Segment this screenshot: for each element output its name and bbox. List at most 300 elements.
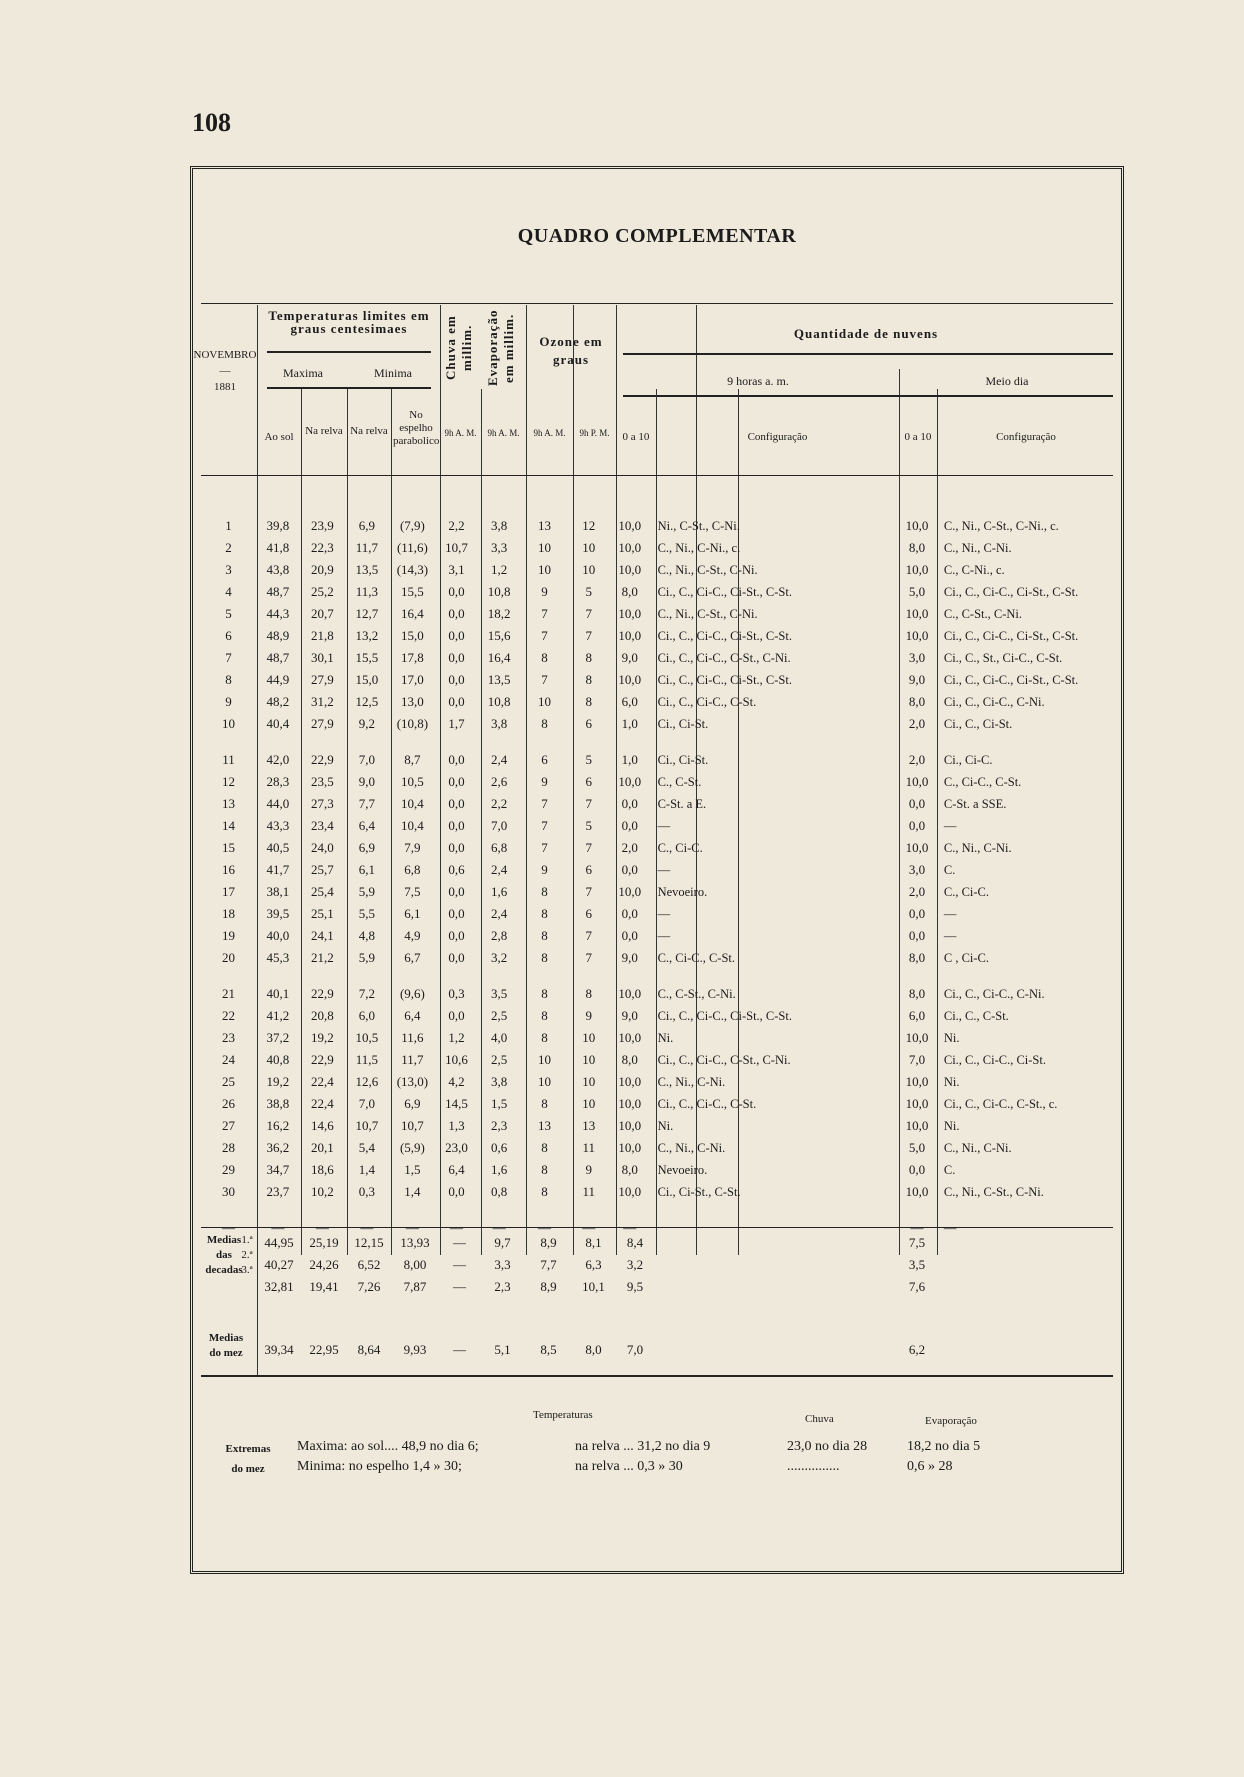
table-cell: 23,5 (310, 774, 334, 789)
table-cell: 6,9 (358, 518, 375, 533)
table-cell: 16,4 (401, 606, 424, 621)
table-cell: 41,8 (266, 540, 290, 555)
mean-spacer (201, 1339, 257, 1361)
mean-cell: 8,4 (626, 1235, 644, 1250)
table-cell: 25 (222, 1074, 236, 1089)
table-cell: Ni. (943, 1030, 960, 1045)
nine-header: 9 horas a. m. (727, 374, 789, 388)
table-cell: 0,0 (448, 584, 465, 599)
table-cell: 10,0 (905, 1074, 929, 1089)
table-cell: 22,4 (310, 1096, 334, 1111)
table-cell: 7 (585, 796, 593, 811)
table-cell: 15,5 (401, 584, 424, 599)
gap-row (201, 735, 1121, 749)
means-table (201, 1232, 936, 1298)
table-cell: 43,8 (266, 562, 290, 577)
table-cell: 8,0 (621, 584, 638, 599)
table-cell: 44,9 (266, 672, 290, 687)
table-cell: 22,9 (310, 752, 334, 767)
table-cell: (10,8) (396, 716, 429, 731)
col-9h-ozone: 9h A. M. (533, 428, 566, 438)
table-cell: 10,0 (905, 1030, 929, 1045)
extremes-max: Maxima: ao sol.... 48,9 no dia 6; (297, 1439, 479, 1454)
table-cell: 22,4 (310, 1074, 334, 1089)
table-cell: — (450, 1220, 464, 1235)
mean-cell: 3,3 (494, 1257, 511, 1272)
mean-spacer (201, 1276, 257, 1298)
evap-header: Evaporação em millim. (485, 309, 516, 387)
table-cell: 25,1 (310, 906, 334, 921)
table-row (201, 1027, 1121, 1049)
table-cell: 9,0 (621, 650, 638, 665)
table-row (201, 1049, 1121, 1071)
table-cell: 37,2 (266, 1030, 290, 1045)
noon-header: Meio dia (985, 374, 1029, 388)
table-cell: 10,7 (401, 1118, 424, 1133)
table-cell: 13 (537, 1118, 551, 1133)
table-cell: C., Ci-C., C-St. (657, 950, 736, 965)
table-cell: 9,0 (621, 1008, 638, 1023)
table-cell: 1,5 (404, 1162, 421, 1177)
table-cell: 27,3 (310, 796, 334, 811)
table-cell: 7 (585, 884, 593, 899)
table-cell: 0,0 (908, 928, 926, 943)
means-decade: 1.ª 2.ª 3.ª (241, 1234, 253, 1276)
col-0a10: 0 a 10 (622, 431, 650, 443)
table-cell: 22 (222, 1008, 236, 1023)
table-cell: 1,6 (490, 884, 508, 899)
table-cell: 21,8 (310, 628, 334, 643)
table-cell: 10,0 (618, 1096, 642, 1111)
table-cell: 10,0 (618, 606, 642, 621)
mean-cell: 8,9 (540, 1279, 557, 1294)
table-cell: C., C-St., C-Ni. (657, 986, 736, 1001)
mean-cell: 8,1 (585, 1235, 602, 1250)
table-cell: 39,5 (266, 906, 290, 921)
table-cell: 10,5 (355, 1030, 379, 1045)
mean-cell: 8,64 (357, 1342, 381, 1357)
table-row (201, 837, 1121, 859)
table-cell: 1,4 (404, 1184, 421, 1199)
table-cell: 40,0 (266, 928, 290, 943)
divider (201, 1227, 1113, 1228)
table-row (201, 815, 1121, 837)
table-cell: Ci., Ci-C. (943, 752, 993, 767)
means-label: Medias das decadas (205, 1234, 243, 1276)
extremes-evap-2: 0,6 » 28 (907, 1459, 953, 1474)
table-cell: 13,2 (355, 628, 379, 643)
table-cell: 1,0 (621, 716, 638, 731)
table-cell: 3,8 (490, 1074, 508, 1089)
table-row (201, 691, 1121, 713)
table-cell: — (405, 1220, 419, 1235)
table-cell: 0,0 (448, 628, 465, 643)
table-cell: 24,1 (310, 928, 334, 943)
mean-cell: 9,93 (403, 1342, 427, 1357)
table-cell: 6 (541, 752, 548, 767)
month-label: NOVEMBRO (193, 349, 257, 361)
year-label: 1881 (214, 381, 236, 393)
table-cell: Ci., C., Ci-C., Ci-St. (943, 1052, 1046, 1067)
table-cell: 7 (541, 840, 548, 855)
table-cell: 2,4 (490, 752, 508, 767)
table-cell: 15,5 (355, 650, 379, 665)
table-cell: — (492, 1220, 506, 1235)
table-cell: 24 (222, 1052, 236, 1067)
table-cell: C., Ni., C-Ni. (943, 1140, 1012, 1155)
col-na-relva: Na relva (305, 425, 343, 437)
mean-cell: 2,3 (494, 1279, 511, 1294)
extremes-min: Minima: no espelho 1,4 » 30; (297, 1459, 462, 1474)
table-cell: 5,0 (908, 584, 926, 599)
table-cell: 8 (585, 986, 593, 1001)
table-cell: — (623, 1220, 637, 1235)
table-cell: 3,1 (448, 562, 465, 577)
table-cell: 6 (585, 716, 593, 731)
table-cell: 10 (537, 694, 551, 709)
table-cell: 12,7 (355, 606, 379, 621)
mean-cell: 22,95 (309, 1342, 339, 1357)
table-cell: — (657, 862, 671, 877)
table-cell: 11,7 (401, 1052, 424, 1067)
table-cell: 0,0 (448, 752, 465, 767)
table-cell: C., C-St. (657, 774, 702, 789)
mean-cell: 7,26 (357, 1279, 381, 1294)
table-cell: 10,4 (401, 796, 424, 811)
mean-row (201, 1232, 936, 1254)
table-cell: 38,8 (266, 1096, 290, 1111)
mean-row (201, 1276, 936, 1298)
table-cell: 7,9 (404, 840, 421, 855)
table-cell: 22,9 (310, 986, 334, 1001)
table-cell: 48,7 (266, 650, 290, 665)
extremes-temp-header: Temperaturas (533, 1409, 593, 1421)
table-cell: 15,0 (401, 628, 424, 643)
table-cell: 2,3 (490, 1118, 508, 1133)
table-cell: 20,9 (310, 562, 334, 577)
table-cell: 8,0 (908, 540, 926, 555)
table-cell: 29 (222, 1162, 236, 1177)
table-cell: 10,0 (618, 562, 642, 577)
table-cell: 10,0 (618, 1140, 642, 1155)
table-cell: 10 (582, 1074, 596, 1089)
table-cell: 10,0 (905, 774, 929, 789)
table-cell: 4 (225, 584, 232, 599)
col-9h-evap: 9h A. M. (487, 428, 520, 438)
table-cell: 14,5 (445, 1096, 468, 1111)
table-cell: 6,8 (490, 840, 508, 855)
col-config: Configuração (747, 431, 808, 443)
mean-cell: 3,2 (626, 1257, 644, 1272)
table-cell: 4,2 (448, 1074, 465, 1089)
table-cell: 0,0 (448, 796, 465, 811)
table-cell: Ci., C., Ci-C., C-Ni. (943, 694, 1045, 709)
table-cell: C., Ni., C-Ni. (943, 840, 1012, 855)
table-cell: Ni. (657, 1030, 674, 1045)
table-cell: Ci., C., Ci-C., Ci-St., C-St. (657, 1008, 792, 1023)
table-cell: 10,0 (905, 628, 929, 643)
extremes-rain-header: Chuva (805, 1413, 834, 1425)
table-cell: 10 (582, 1096, 596, 1111)
table-row (201, 1159, 1121, 1181)
table-cell: 3,8 (490, 716, 508, 731)
table-cell: 8,0 (908, 986, 926, 1001)
month-mean-table (201, 1339, 936, 1361)
table-cell: 10 (582, 562, 596, 577)
table-cell: 0,6 (448, 862, 465, 877)
table-cell: 14,6 (310, 1118, 334, 1133)
col-na-relva-min: Na relva (350, 425, 388, 437)
table-cell: — (315, 1220, 329, 1235)
table-cell: 10 (537, 1052, 551, 1067)
table-cell: 10,8 (487, 694, 511, 709)
table-cell: C., Ni., C-Ni. (657, 1140, 726, 1155)
table-cell: 15,0 (355, 672, 379, 687)
table-cell: 28 (222, 1140, 236, 1155)
table-cell: 10,0 (618, 986, 642, 1001)
table-row (201, 1093, 1121, 1115)
table-cell: 27 (222, 1118, 236, 1133)
table-cell: — (657, 818, 671, 833)
table-cell: 43,3 (266, 818, 290, 833)
extremes-evap-header: Evaporação (925, 1415, 977, 1427)
table-cell: 4,9 (404, 928, 421, 943)
table-cell: 7 (541, 672, 548, 687)
table-cell: 40,8 (266, 1052, 290, 1067)
table-cell: Ci., C., C-St. (943, 1008, 1009, 1023)
table-cell: 27,9 (310, 716, 334, 731)
rule (623, 353, 1113, 355)
table-cell: 6,8 (404, 862, 421, 877)
table-cell: 23,9 (310, 518, 334, 533)
table-cell: 7 (541, 606, 548, 621)
table-cell: 8,0 (908, 950, 926, 965)
table-row (201, 669, 1121, 691)
table-cell: — (943, 928, 957, 943)
table-cell: 12 (582, 518, 596, 533)
table-cell: 16,4 (487, 650, 511, 665)
table-cell: Nevoeiro. (657, 884, 708, 899)
divider (201, 475, 1113, 476)
table-cell: 36,2 (266, 1140, 290, 1155)
col-ao-sol: Ao sol (264, 431, 294, 443)
table-cell: 8,0 (908, 694, 926, 709)
table-cell: 30 (222, 1184, 236, 1199)
table-row (201, 947, 1121, 969)
table-cell: 2,4 (490, 862, 508, 877)
table-cell: 10,0 (618, 1030, 642, 1045)
table-cell: 7 (541, 628, 548, 643)
table-cell: 0,0 (448, 928, 465, 943)
extremes-min-relva: na relva ... 0,3 » 30 (575, 1459, 683, 1474)
table-cell: 10,0 (905, 840, 929, 855)
table-cell: 44,0 (266, 796, 290, 811)
table-cell: 2 (225, 540, 232, 555)
table-cell: Ci., C., Ci-C., C-St., C-Ni. (657, 650, 791, 665)
table-cell: 28,3 (266, 774, 290, 789)
mean-cell: — (453, 1235, 466, 1250)
table-cell: 11,3 (355, 584, 378, 599)
table-row (201, 881, 1121, 903)
mean-cell: 12,15 (354, 1235, 384, 1250)
table-cell: Ci., C., Ci-C., C-St., c. (943, 1096, 1058, 1111)
mean-cell: 10,1 (582, 1279, 605, 1294)
table-cell: 13,0 (401, 694, 424, 709)
table-cell: — (943, 906, 957, 921)
table-cell: 10,0 (618, 518, 642, 533)
mean-cell: — (453, 1279, 466, 1294)
col-9h-rain: 9h A. M. (444, 428, 477, 438)
mean-cell: 9,7 (494, 1235, 511, 1250)
table-cell: 9,0 (621, 950, 638, 965)
table-cell: 9 (225, 694, 232, 709)
month-mean-row (201, 1339, 936, 1361)
table-cell: 12,5 (355, 694, 379, 709)
table-cell: 6 (585, 906, 593, 921)
table-cell: Ci., C., St., Ci-C., C-St. (943, 650, 1063, 665)
table-row (201, 749, 1121, 771)
table-cell: 0,0 (621, 796, 638, 811)
table-row (201, 581, 1121, 603)
table-cell: 20,1 (310, 1140, 334, 1155)
table-cell: 3 (225, 562, 232, 577)
table-cell: 1,2 (448, 1030, 465, 1045)
table-cell: 10,0 (618, 672, 642, 687)
table-cell: 0,0 (908, 818, 926, 833)
table-cell: 23,4 (310, 818, 334, 833)
table-cell: 7 (541, 796, 548, 811)
temp-header: Temperaturas limites em graus centesimaes (268, 308, 430, 336)
table-cell: 39,8 (266, 518, 290, 533)
table-cell: 6,9 (404, 1096, 421, 1111)
table-cell: (5,9) (399, 1140, 425, 1155)
table-cell: 19,2 (310, 1030, 334, 1045)
table-cell: C-St. a SSE. (943, 796, 1007, 811)
table-cell: C , Ci-C. (943, 950, 990, 965)
table-cell: 6,4 (358, 818, 375, 833)
extremes-evap-1: 18,2 no dia 5 (907, 1439, 981, 1454)
table-cell: 10 (582, 1030, 596, 1045)
table-cell: 16,2 (266, 1118, 290, 1133)
table-cell: 25,7 (310, 862, 334, 877)
mean-cell (655, 1254, 898, 1276)
gap-row (201, 1203, 1121, 1217)
table-cell: 0,0 (448, 606, 465, 621)
mean-cell: 32,81 (264, 1279, 294, 1294)
table-cell: 0,6 (490, 1140, 508, 1155)
rule (267, 387, 431, 389)
table-cell: 20,8 (310, 1008, 334, 1023)
table-cell: 26 (222, 1096, 236, 1111)
mean-cell: 40,27 (264, 1257, 294, 1272)
table-cell: 6,7 (404, 950, 421, 965)
table-row (201, 903, 1121, 925)
table-cell: 18,2 (487, 606, 511, 621)
table-cell: 3,5 (490, 986, 508, 1001)
mean-cell: — (453, 1342, 466, 1357)
table-cell: 0,0 (621, 818, 638, 833)
table-cell: 2,8 (490, 928, 508, 943)
table-cell: 10,7 (445, 540, 468, 555)
table-cell: 10 (582, 1052, 596, 1067)
table-cell: 8 (225, 672, 232, 687)
table-cell: 19,2 (266, 1074, 290, 1089)
mean-spacer (201, 1232, 257, 1254)
table-cell: 9,0 (358, 774, 375, 789)
table-cell: Ci., C., Ci-C., Ci-St., C-St. (943, 584, 1079, 599)
table-cell: 12,6 (355, 1074, 379, 1089)
table-cell: 5 (585, 818, 593, 833)
table-cell: 2,0 (908, 752, 926, 767)
table-cell: 19 (222, 928, 236, 943)
table-cell: 0,0 (448, 884, 465, 899)
mean-cell (655, 1232, 898, 1254)
mean-cell: 8,5 (540, 1342, 557, 1357)
table-cell: 0,0 (448, 694, 465, 709)
mean-cell: 39,34 (264, 1342, 294, 1357)
table-cell: 1,7 (448, 716, 465, 731)
mean-cell: 5,1 (494, 1342, 511, 1357)
table-row (201, 793, 1121, 815)
table-cell: 10,0 (905, 1184, 929, 1199)
table-row (201, 559, 1121, 581)
table-cell: 7,5 (404, 884, 421, 899)
table-cell: 5,9 (358, 950, 375, 965)
table-cell: 16 (222, 862, 236, 877)
mean-cell: 25,19 (309, 1235, 339, 1250)
table-cell: 12 (222, 774, 236, 789)
table-cell: 8 (541, 986, 548, 1001)
table-cell: C., Ci-C., C-St. (943, 774, 1022, 789)
table-cell: 10,0 (618, 774, 642, 789)
table-cell: 6,4 (448, 1162, 465, 1177)
table-cell: 4,0 (490, 1030, 508, 1045)
table-cell: 8 (541, 884, 548, 899)
table-cell: 1,5 (490, 1096, 508, 1111)
table-cell: 10,0 (618, 628, 642, 643)
table-cell: 25,2 (310, 584, 334, 599)
mean-cell: 6,3 (585, 1257, 602, 1272)
mean-cell: 7,7 (540, 1257, 557, 1272)
table-cell: 10,8 (487, 584, 511, 599)
table-cell: Ci., Ci-St., C-St. (657, 1184, 741, 1199)
table-cell: 5,0 (908, 1140, 926, 1155)
table-cell: 24,0 (310, 840, 334, 855)
table-cell: 13,5 (355, 562, 379, 577)
table-cell: Ci., C., Ci-C., C-Ni. (943, 986, 1045, 1001)
table-row (201, 1115, 1121, 1137)
table-cell: 8,7 (404, 752, 421, 767)
table-cell: (9,6) (399, 986, 425, 1001)
table-row (201, 537, 1121, 559)
mean-cell: 7,6 (908, 1279, 926, 1294)
table-cell: — (910, 1220, 924, 1235)
table-cell: 0,0 (908, 906, 926, 921)
table-cell: 7,0 (490, 818, 508, 833)
table-cell: 10,0 (905, 606, 929, 621)
table-cell: — (943, 818, 957, 833)
table-cell: Ni. (657, 1118, 674, 1133)
table-cell: (7,9) (399, 518, 425, 533)
table-cell: 40,1 (266, 986, 290, 1001)
table-cell: 9,2 (358, 716, 375, 731)
table-cell: 11,6 (401, 1030, 424, 1045)
table-cell: 3,3 (490, 540, 508, 555)
table-cell: Ni. (943, 1118, 960, 1133)
table-cell: (13,0) (396, 1074, 429, 1089)
table-cell: 2,0 (908, 716, 926, 731)
table-row (201, 625, 1121, 647)
